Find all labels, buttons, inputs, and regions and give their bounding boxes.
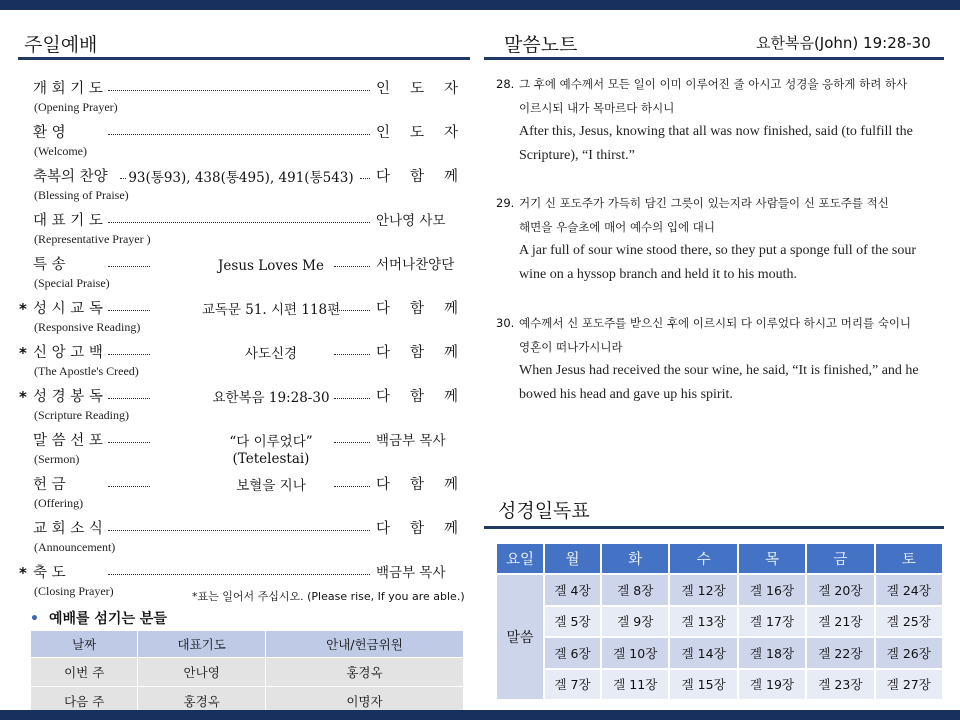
leader-word: 께 <box>443 345 458 361</box>
reading-row-4 <box>496 669 943 701</box>
reading-row-2 <box>496 606 943 638</box>
reading-cell: 겔 22장 <box>806 637 874 669</box>
order-item-english: (Scripture Reading) <box>34 408 129 422</box>
verse-korean-line <box>496 191 946 215</box>
dot-leader <box>360 178 370 179</box>
reading-cell: 겔 15장 <box>669 669 737 701</box>
order-item-leader <box>376 474 458 496</box>
worship-order-item <box>28 78 460 122</box>
leader-word: 께 <box>443 521 458 537</box>
order-item-title: 신 앙 고 백 <box>33 345 103 361</box>
order-item-detail: 사도신경 <box>244 346 298 362</box>
servers-header-usher: 안내/헌금위원 <box>265 631 463 658</box>
order-item-line <box>28 78 460 100</box>
reading-cell: 겔 6장 <box>544 637 601 669</box>
order-item-title: 개 회 기 도 <box>33 81 103 97</box>
order-item-english: (Closing Prayer) <box>34 584 114 598</box>
servers-title-text: 예배를 섬기는 분들 <box>48 611 167 627</box>
worship-order-item <box>28 254 460 298</box>
order-item-line <box>28 122 460 144</box>
servers-cell: 이명자 <box>265 687 463 716</box>
verse-korean-line <box>496 311 946 335</box>
leader-word: 함 <box>409 389 424 405</box>
dot-leader <box>334 266 370 267</box>
order-item-english: (Special Praise) <box>34 276 110 290</box>
leader-word: 함 <box>409 521 424 537</box>
dot-leader <box>108 134 370 135</box>
order-item-line <box>19 298 460 320</box>
verse-number: 28. <box>496 77 515 91</box>
leader-word: 서머나찬양단 <box>376 257 455 273</box>
reading-cell: 겔 14장 <box>669 637 737 669</box>
order-item-detail: 교독문 51. 시편 118편 <box>201 302 341 318</box>
reading-cell: 겔 4장 <box>544 574 601 606</box>
leader-word: 다 <box>376 477 391 493</box>
order-item-line <box>28 254 460 276</box>
verse-korean-line-2: 이르시되 내가 목마르다 하시니 <box>519 101 675 115</box>
reading-cell: 겔 27장 <box>875 669 943 701</box>
order-item-english: (The Apostle's Creed) <box>34 364 139 378</box>
servers-header-row <box>31 631 464 658</box>
reading-header-fri: 금 <box>806 543 874 574</box>
order-item-leader <box>376 78 458 100</box>
order-item-leader <box>376 210 458 232</box>
reading-cell: 겔 8장 <box>601 574 669 606</box>
reading-header-row <box>496 543 943 574</box>
word-note-title: 말씀노트 <box>504 34 578 56</box>
reading-cell: 겔 19장 <box>738 669 806 701</box>
reading-header-day: 요일 <box>496 543 544 574</box>
order-item-title: 특 송 <box>33 257 66 273</box>
order-item-english: (Sermon) <box>34 452 80 466</box>
order-item-line <box>28 166 460 188</box>
leader-word: 자 <box>443 125 458 141</box>
order-item-leader <box>376 254 458 276</box>
worship-order-item <box>19 342 460 386</box>
leader-word: 인 <box>376 81 391 97</box>
order-item-title: 축 도 <box>33 565 66 581</box>
dot-leader <box>334 310 370 311</box>
order-item-line <box>28 518 460 540</box>
order-item-line <box>19 562 460 584</box>
scripture-reference: 요한복음(John) 19:28-30 <box>756 34 931 52</box>
verse-korean-line-2: 영혼이 떠나가시니라 <box>519 340 623 354</box>
reading-cell: 겔 18장 <box>738 637 806 669</box>
order-item-title: 환 영 <box>33 125 66 141</box>
servers-cell: 홍경옥 <box>265 658 463 687</box>
servers-cell: 홍경옥 <box>138 687 266 716</box>
reading-cell: 겔 23장 <box>806 669 874 701</box>
order-item-line <box>28 210 460 232</box>
leader-word: 다 <box>376 169 391 185</box>
worship-order-item <box>19 298 460 342</box>
leader-word: 께 <box>443 477 458 493</box>
standing-star-icon: * <box>19 344 27 362</box>
reading-row-1 <box>496 574 943 606</box>
servers-row-this-week <box>31 658 464 687</box>
verse-korean-text: 거기 신 포도주가 가득히 담긴 그릇이 있는지라 사람들이 신 포도주를 적신 <box>519 196 889 210</box>
leader-word: 함 <box>409 169 424 185</box>
worship-order-item <box>28 166 460 210</box>
order-item-english: (Offering) <box>34 496 84 510</box>
dot-leader <box>108 574 370 575</box>
reading-cell: 겔 24장 <box>875 574 943 606</box>
order-item-detail: Jesus Loves Me <box>218 258 324 274</box>
word-note-rule <box>484 57 944 60</box>
servers-title <box>30 608 167 628</box>
reading-label: 말씀 <box>496 574 544 700</box>
worship-order-item <box>28 430 460 474</box>
reading-cell: 겔 21장 <box>806 606 874 638</box>
order-item-english: (Responsive Reading) <box>34 320 141 334</box>
leader-word: 다 <box>376 389 391 405</box>
reading-header-wed: 수 <box>669 543 737 574</box>
reading-cell: 겔 16장 <box>738 574 806 606</box>
reading-cell: 겔 25장 <box>875 606 943 638</box>
worship-order-item <box>19 386 460 430</box>
worship-title: 주일예배 <box>24 34 98 56</box>
order-item-english: (Welcome) <box>34 144 88 158</box>
order-item-leader <box>376 562 458 584</box>
leader-word: 함 <box>409 301 424 317</box>
servers-header-prayer: 대표기도 <box>138 631 266 658</box>
verse-30 <box>496 311 946 407</box>
verse-29 <box>496 191 946 287</box>
verse-korean-text: 예수께서 신 포도주를 받으신 후에 이르시되 다 이루었다 하시고 머리를 숙이니 <box>519 316 912 330</box>
leader-word: 자 <box>443 81 458 97</box>
worship-title-rule <box>18 57 470 60</box>
reading-header-sat: 토 <box>875 543 943 574</box>
verse-english: After this, Jesus, knowing that all was now finished, said (to fulfill the Scripture), “I thirst.” <box>519 124 913 163</box>
reading-plan-rule <box>484 526 944 529</box>
verse-28 <box>496 72 946 168</box>
order-item-title: 성 시 교 독 <box>33 301 103 317</box>
reading-cell: 겔 11장 <box>601 669 669 701</box>
reading-header-mon: 월 <box>544 543 601 574</box>
servers-header-date: 날짜 <box>31 631 138 658</box>
reading-cell: 겔 7장 <box>544 669 601 701</box>
order-item-title: 말 씀 선 포 <box>33 433 103 449</box>
worship-order-item <box>28 518 460 562</box>
reading-row-3 <box>496 637 943 669</box>
dot-leader <box>334 486 370 487</box>
reading-cell: 겔 17장 <box>738 606 806 638</box>
top-border-bar <box>0 0 960 10</box>
verse-english: A jar full of sour wine stood there, so they put a sponge full of the sour wine on a hyssop branch and held it to his mouth. <box>519 243 916 282</box>
order-item-title: 성 경 봉 독 <box>33 389 103 405</box>
servers-cell: 안나영 <box>138 658 266 687</box>
leader-word: 께 <box>443 301 458 317</box>
verse-number: 30. <box>496 316 515 330</box>
leader-word: 다 <box>376 345 391 361</box>
reading-cell: 겔 20장 <box>806 574 874 606</box>
standing-star-icon: * <box>19 564 27 582</box>
dot-leader <box>108 530 370 531</box>
worship-order-item <box>28 474 460 518</box>
order-item-english: (Representative Prayer ) <box>34 232 151 246</box>
reading-plan-title: 성경일독표 <box>498 500 590 522</box>
leader-word: 도 <box>409 125 424 141</box>
leader-word: 다 <box>376 521 391 537</box>
order-item-leader <box>376 518 458 540</box>
order-item-title: 교 회 소 식 <box>33 521 103 537</box>
worship-order-item <box>28 122 460 166</box>
order-item-leader <box>376 298 458 320</box>
verse-number: 29. <box>496 196 515 210</box>
worship-order-item <box>28 210 460 254</box>
verse-korean-text: 그 후에 예수께서 모든 일이 이미 이루어진 줄 아시고 성경을 응하게 하려 하사 <box>519 77 908 91</box>
leader-word: 백금부 목사 <box>376 433 446 449</box>
dot-leader <box>108 222 370 223</box>
order-item-leader <box>376 122 458 144</box>
reading-cell: 겔 5장 <box>544 606 601 638</box>
order-item-line <box>28 474 460 496</box>
reading-cell: 겔 10장 <box>601 637 669 669</box>
bullet-icon: • <box>30 611 39 627</box>
leader-word: 안나영 사모 <box>376 213 446 229</box>
order-item-detail: 요한복음 19:28-30 <box>212 390 330 406</box>
order-item-leader <box>376 166 458 188</box>
leader-word: 께 <box>443 389 458 405</box>
verse-english: When Jesus had received the sour wine, he said, “It is finished,” and he bowed his head and gave up his spirit. <box>519 363 919 402</box>
order-item-line <box>19 386 460 408</box>
reading-plan-table <box>495 542 944 701</box>
leader-word: 함 <box>409 477 424 493</box>
order-item-detail: “다 이루었다” <box>229 434 313 450</box>
order-item-title: 축복의 찬양 <box>33 169 108 185</box>
dot-leader <box>334 354 370 355</box>
bottom-border-bar <box>0 710 960 720</box>
reading-cell: 겔 13장 <box>669 606 737 638</box>
order-item-detail: 보혈을 지나 <box>236 478 306 494</box>
reading-header-tue: 화 <box>601 543 669 574</box>
order-item-leader <box>376 386 458 408</box>
leader-word: 인 <box>376 125 391 141</box>
order-item-detail-2: (Tetelestai) <box>232 451 310 467</box>
order-item-english: (Blessing of Praise) <box>34 188 129 202</box>
order-item-detail: 93(통93), 438(통495), 491(통543) <box>128 170 354 186</box>
servers-cell: 다음 주 <box>31 687 138 716</box>
leader-word: 께 <box>443 169 458 185</box>
verse-korean-line <box>496 72 946 96</box>
reading-header-thu: 목 <box>738 543 806 574</box>
order-item-leader <box>376 342 458 364</box>
order-item-english: (Opening Prayer) <box>34 100 118 114</box>
standing-star-icon: * <box>19 388 27 406</box>
order-item-title: 헌 금 <box>33 477 66 493</box>
leader-word: 다 <box>376 301 391 317</box>
leader-word: 백금부 목사 <box>376 565 446 581</box>
order-item-title: 대 표 기 도 <box>33 213 103 229</box>
standing-star-icon: * <box>19 300 27 318</box>
leader-word: 도 <box>409 81 424 97</box>
dot-leader <box>108 90 370 91</box>
verse-korean-line-2: 해면을 우슬초에 매어 예수의 입에 대니 <box>519 220 716 234</box>
standing-note: *표는 일어서 주십시오. (Please rise, If you are able.) <box>192 590 465 603</box>
reading-cell: 겔 12장 <box>669 574 737 606</box>
dot-leader <box>334 398 370 399</box>
order-item-line <box>19 342 460 364</box>
reading-cell: 겔 26장 <box>875 637 943 669</box>
order-item-leader <box>376 430 458 452</box>
order-item-english: (Announcement) <box>34 540 116 554</box>
servers-table <box>30 630 464 716</box>
dot-leader <box>334 442 370 443</box>
reading-cell: 겔 9장 <box>601 606 669 638</box>
servers-cell: 이번 주 <box>31 658 138 687</box>
leader-word: 함 <box>409 345 424 361</box>
order-item-line <box>28 430 460 452</box>
